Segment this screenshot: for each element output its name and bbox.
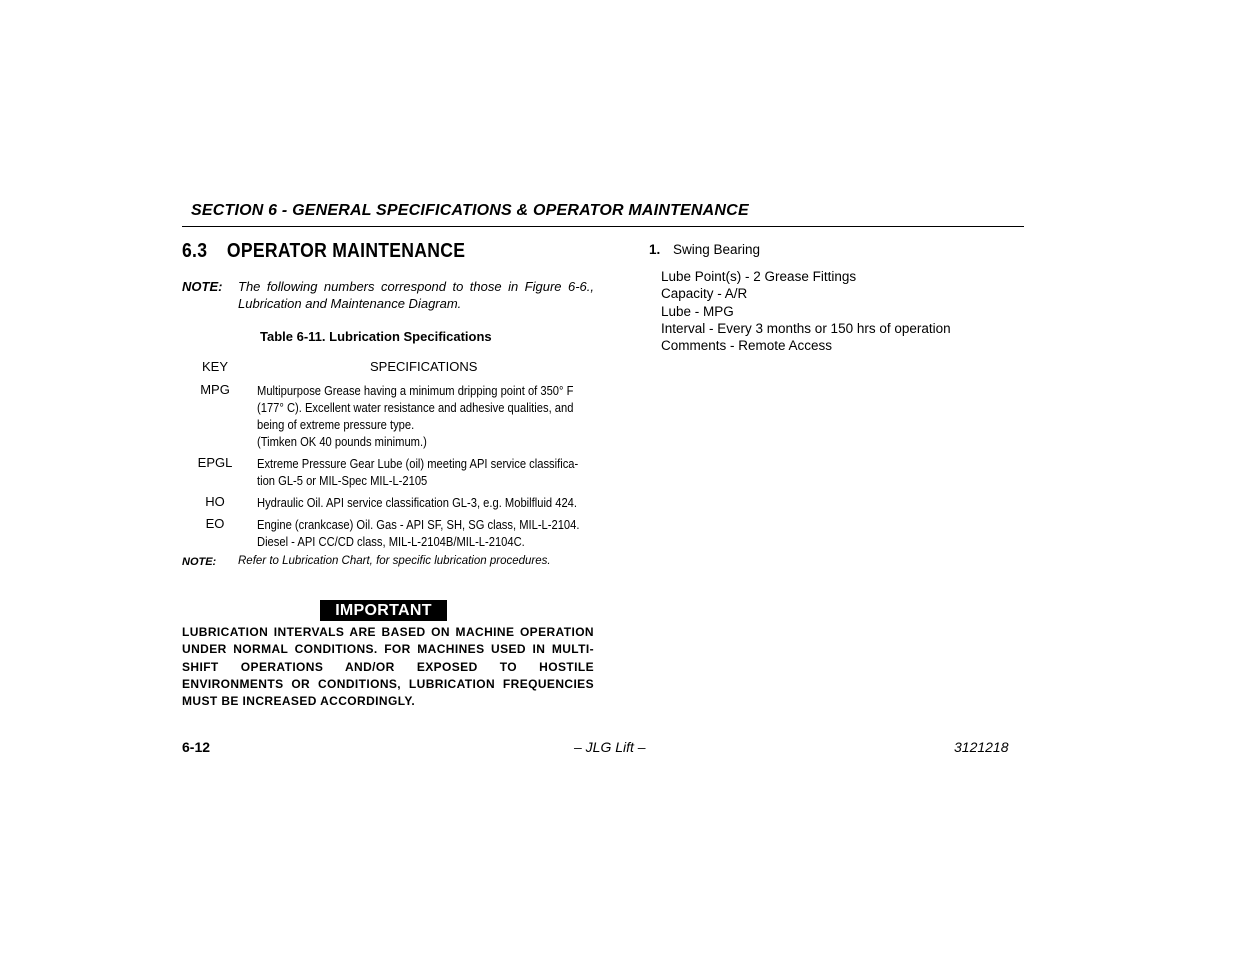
item-detail-line: Lube Point(s) - 2 Grease Fittings xyxy=(661,269,857,284)
table-spec-cell xyxy=(257,516,594,550)
footer-page-number: 6-12 xyxy=(182,739,211,755)
spec-line: Hydraulic Oil. API service classification GL-3, e.g. Mobilfluid 424. xyxy=(257,495,578,510)
item-detail-line: Interval - Every 3 months or 150 hrs of operation xyxy=(661,320,951,336)
note-text: Refer to Lubrication Chart, for specific lubrication procedures. xyxy=(238,555,551,567)
note-text: The following numbers correspond to those in Figure 6-6., Lubrication and Maintenance Diagram. xyxy=(238,279,594,311)
spec-line: Engine (crankcase) Oil. Gas - API SF, SH, SG class, MIL-L-2104. xyxy=(257,517,580,532)
spec-line: tion GL-5 or MIL-Spec MIL-L-2105 xyxy=(257,473,428,488)
spec-line: (177° C). Excellent water resistance and adhesive qualities, and xyxy=(257,400,574,415)
item-number: 1. xyxy=(649,242,661,257)
heading-number: 6.3 xyxy=(182,240,208,262)
table-key-cell: MPG xyxy=(200,382,230,397)
item-details xyxy=(661,268,951,354)
item-detail-line: Lube - MPG xyxy=(661,303,734,319)
spec-line: Extreme Pressure Gear Lube (oil) meeting API service classifica- xyxy=(257,456,579,471)
heading-title: OPERATOR MAINTENANCE xyxy=(226,240,466,262)
item-detail-line: Capacity - A/R xyxy=(661,286,748,302)
spec-line: Multipurpose Grease having a minimum dripping point of 350° F xyxy=(257,383,574,398)
table-spec-cell xyxy=(257,382,594,450)
spec-line: Diesel - API CC/CD class, MIL-L-2104B/MIL-L-2104C. xyxy=(257,534,525,549)
spec-line: being of extreme pressure type. xyxy=(257,417,415,432)
table-key-cell: EPGL xyxy=(197,455,233,470)
table-spec-cell xyxy=(257,455,594,489)
table-key-cell: HO xyxy=(205,494,225,509)
item-title: Swing Bearing xyxy=(673,242,761,257)
table-key-cell: EO xyxy=(205,516,225,531)
section-header: SECTION 6 - GENERAL SPECIFICATIONS & OPERATOR MAINTENANCE xyxy=(191,202,749,219)
section-heading xyxy=(182,240,465,263)
note-label: NOTE: xyxy=(182,279,223,294)
important-text: LUBRICATION INTERVALS ARE BASED ON MACHINE OPERATION UNDER NORMAL CONDITIONS. FOR MACHINES USED IN MULTI-SHIFT OPERATIONS AND/OR EXPOSED TO HOSTILE ENVIRONMENTS OR CONDITIONS, LUBRICATION FREQUENCIES MUST BE INCREASED ACCORDINGLY. xyxy=(182,625,594,709)
spec-line: (Timken OK 40 pounds minimum.) xyxy=(257,434,427,449)
footer-doc-number: 3121218 xyxy=(954,739,1009,755)
footer-center: – JLG Lift – xyxy=(574,739,646,755)
table-header-spec: SPECIFICATIONS xyxy=(370,359,478,374)
header-rule xyxy=(182,226,1024,227)
item-detail-line: Comments - Remote Access xyxy=(661,338,833,354)
table-header-key: KEY xyxy=(201,359,228,374)
important-badge: IMPORTANT xyxy=(320,600,447,621)
note-label: NOTE: xyxy=(182,556,217,568)
table-spec-cell xyxy=(257,494,594,511)
table-caption: Table 6-11. Lubrication Specifications xyxy=(260,329,492,344)
